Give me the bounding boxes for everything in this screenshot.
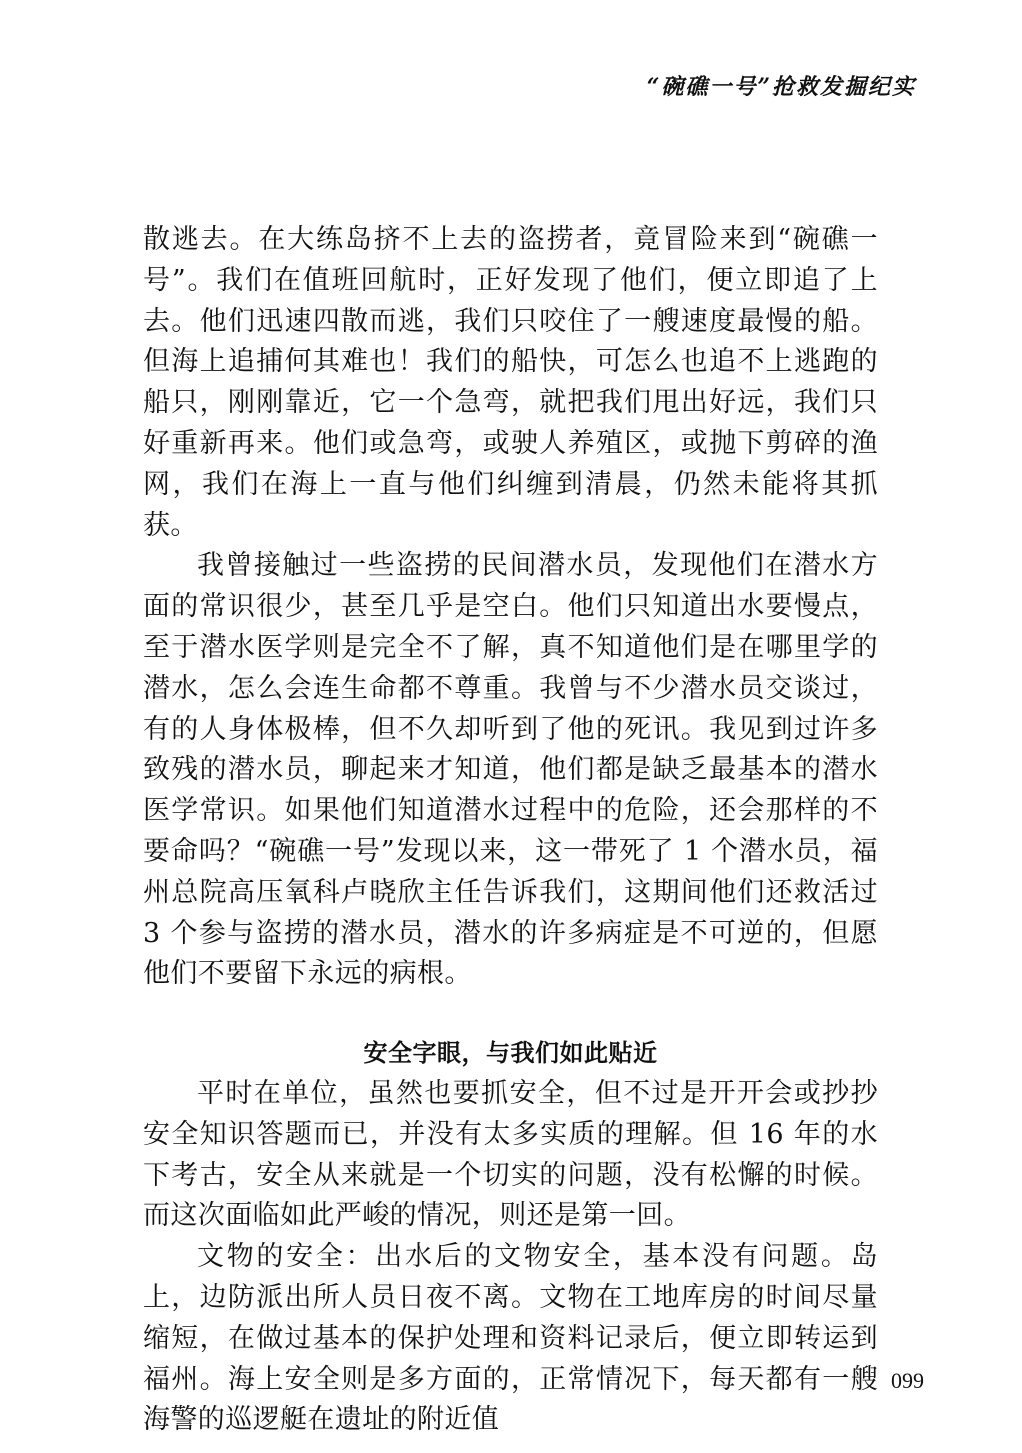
paragraph-3: 平时在单位，虽然也要抓安全，但不过是开开会或抄抄安全知识答题而已，并没有太多实质的理解。但 16 年的水下考古，安全从来就是一个切实的问题，没有松懈的时候。而这次面临如此严峻的情况，则还是第一回。 — [143, 1077, 878, 1232]
paragraph-4: 文物的安全：出水后的文物安全，基本没有问题。岛上，边防派出所人员日夜不离。文物在工地库房的时间尽量缩短，在做过基本的保护处理和资料记录后，便立即转运到福州。海上安全则是多方面的，正常情况下，每天都有一艘海警的巡逻艇在遗址的附近值 — [143, 1241, 878, 1436]
page-number: 099 — [891, 1368, 924, 1393]
section-heading: 安全字眼，与我们如此贴近 — [363, 1039, 658, 1068]
paragraph-2: 我曾接触过一些盗捞的民间潜水员，发现他们在潜水方面的常识很少，甚至几乎是空白。他们只知道出水要慢点，至于潜水医学则是完全不了解，真不知道他们是在哪里学的潜水，怎么会连生命都不尊重。我曾与不少潜水员交谈过，有的人身体极棒，但不久却听到了他的死讯。我见到过许多致残的潜水员，聊起来才知道，他们都是缺乏最基本的潜水医学常识。如果他们知道潜水过程中的危险，还会那样的不要命吗？“碗礁一号”发现以来，这一带死了 1 个潜水员，福州总院高压氧科卢晓欣主任告诉我们，这期间他们还救活过 3 个参与盗捞的潜水员，潜水的许多病症是不可逆的，但愿他们不要留下永远的病根。 — [143, 550, 878, 990]
body-text — [143, 220, 878, 1441]
paragraph-1: 散逃去。在大练岛挤不上去的盗捞者，竟冒险来到“碗礁一号”。我们在值班回航时，正好发现了他们，便立即追了上去。他们迅速四散而逃，我们只咬住了一艘速度最慢的船。但海上追捕何其难也！我们的船快，可怎么也追不上逃跑的船只，刚刚靠近，它一个急弯，就把我们甩出好远，我们只好重新再来。他们或急弯，或驶人养殖区，或抛下剪碎的渔网，我们在海上一直与他们纠缠到清晨，仍然未能将其抓获。 — [143, 224, 878, 541]
running-header: “碗礁一号”抢救发掘纪实 — [646, 74, 916, 100]
